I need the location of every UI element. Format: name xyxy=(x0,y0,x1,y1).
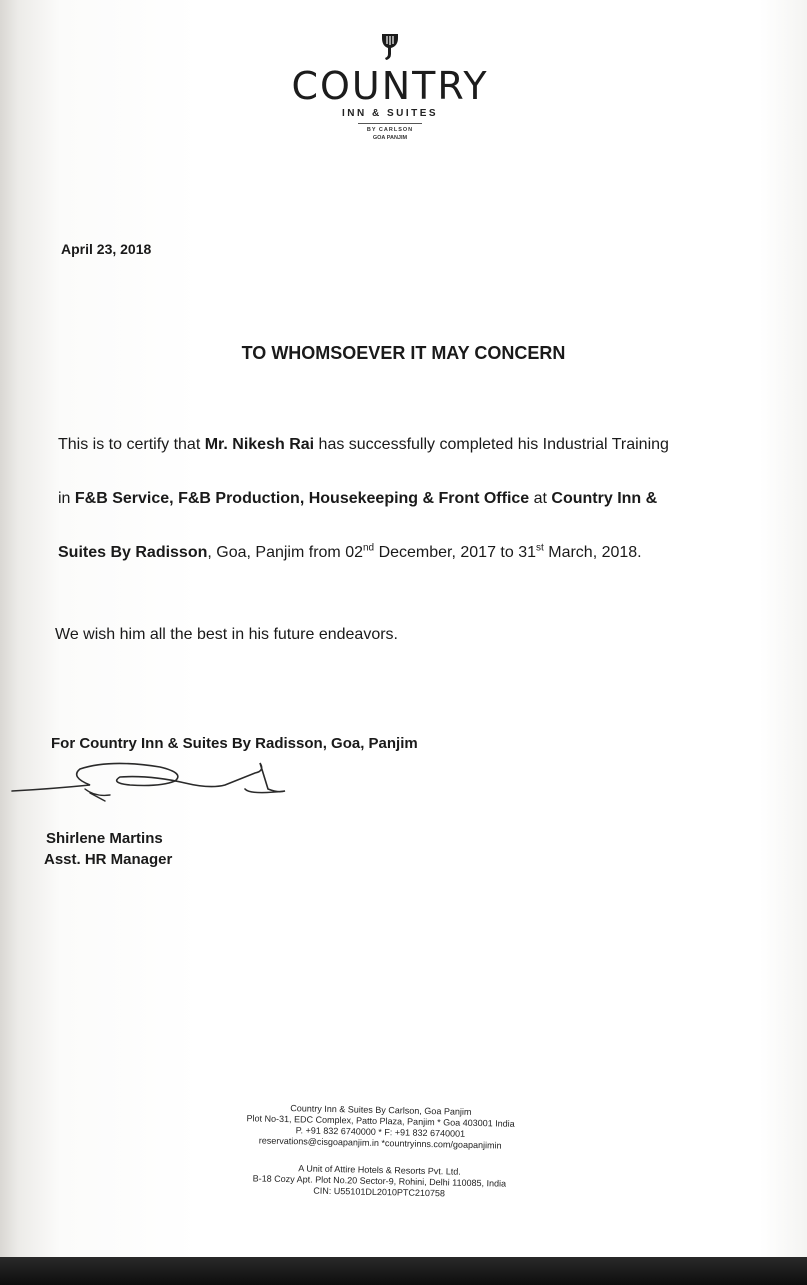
signature-icon xyxy=(10,755,300,805)
footer-line: Plot No-31, EDC Complex, Patto Plaza, Panjim * Goa 403001 India xyxy=(246,1113,515,1129)
paragraph-line-3: Suites By Radisson, Goa, Panjim from 02nd December, 2017 to 31st March, 2018. xyxy=(58,542,642,561)
logo-emblem-icon xyxy=(379,32,401,62)
footer-line: P. +91 832 6740000 * F: +91 832 6740001 xyxy=(295,1125,466,1139)
closing-line: For Country Inn & Suites By Radisson, Goa, Panjim xyxy=(51,735,418,752)
signer-title: Asst. HR Manager xyxy=(44,851,173,868)
logo-subtitle: INN & SUITES xyxy=(341,108,439,119)
footer-line: CIN: U55101DL2010PTC210758 xyxy=(313,1185,446,1199)
scan-edge xyxy=(0,1257,807,1285)
paragraph-line-1: This is to certify that Mr. Nikesh Rai has successfully completed his Industrial Training xyxy=(58,436,669,453)
footer-line: Country Inn & Suites By Carlson, Goa Panjim xyxy=(290,1103,472,1117)
letter-heading: TO WHOMSOEVER IT MAY CONCERN xyxy=(241,343,566,363)
logo-divider xyxy=(358,123,422,124)
paragraph-line-2: in F&B Service, F&B Production, Housekeeping & Front Office at Country Inn & xyxy=(58,490,658,507)
certificate-paragraph xyxy=(58,418,758,580)
letter-date: April 23, 2018 xyxy=(61,241,152,257)
logo-by-line: BY CARLSON xyxy=(366,127,414,133)
logo-brand: COUNTRY xyxy=(291,64,489,108)
wish-line: We wish him all the best in his future endeavors. xyxy=(55,626,398,643)
hotel-logo xyxy=(270,32,510,141)
logo-location: GOA PANJIM xyxy=(372,135,408,141)
footer-line: A Unit of Attire Hotels & Resorts Pvt. Ltd. xyxy=(298,1163,461,1177)
letter-footer xyxy=(169,1101,591,1203)
footer-line: reservations@cisgoapanjim.in *countryinns.com/goapanjimin xyxy=(258,1135,502,1151)
signer-name: Shirlene Martins xyxy=(46,830,163,847)
footer-line: B-18 Cozy Apt. Plot No.20 Sector-9, Rohini, Delhi 110085, India xyxy=(252,1173,507,1189)
